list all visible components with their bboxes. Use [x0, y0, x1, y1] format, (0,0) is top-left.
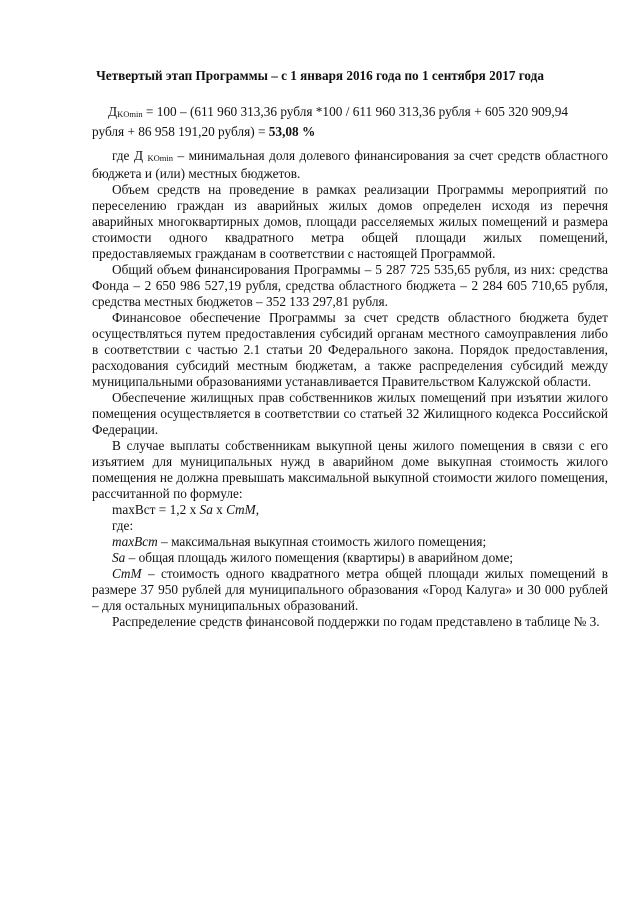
- where-text: – минимальная доля долевого финансирования за счет средств областного бюджета и (или) местных бюджетов.: [92, 148, 608, 181]
- share-formula: [92, 103, 608, 140]
- definition-term: CтM: [112, 566, 142, 581]
- formula-expression-cont: рубля + 86 958 191,20 рубля) =: [92, 124, 269, 139]
- formula-line-1: [108, 103, 608, 123]
- definition-text: – максимальная выкупная стоимость жилого помещения;: [157, 534, 487, 549]
- max-formula-pre: maxВст = 1,2 x: [112, 502, 200, 517]
- definition-text: – стоимость одного квадратного метра общей площади жилых помещений в размере 37 950 рублей для муниципального образования «Город Калуга» и 30 000 рублей – для остальных муниципальных образований.: [92, 566, 608, 613]
- stage-title: Четвертый этап Программы – с 1 января 2016 года по 1 сентября 2017 года: [96, 68, 544, 83]
- max-formula-sa: Sa: [199, 502, 213, 517]
- paragraph-buyout: В случае выплаты собственникам выкупной цены жилого помещения в связи с его изъятием для муниципальных нужд в аварийном доме выкупная стоимость жилого помещения не должна превышать максимальной выкупной стоимости жилого помещения, рассчитанной по формуле:: [92, 438, 608, 501]
- paragraph-total-financing: Общий объем финансирования Программы – 5 287 725 535,65 рубля, из них: средства Фонда – 2 650 986 527,19 рубля, средства областного бюджета – 2 284 605 710,65 рубля, средства местных бюджетов – 352 133 297,81 рубля.: [92, 262, 608, 309]
- gde-label: где:: [112, 518, 134, 533]
- max-formula: [92, 502, 608, 518]
- where-paragraph: [92, 148, 608, 182]
- paragraph-volume: Объем средств на проведение в рамках реализации Программы мероприятий по переселению граждан из аварийных жилых домов определен исходя из перечня аварийных многоквартирных домов, площади расселяемых жилых помещений и размера стоимости одного квадратного метра общей площади жилых помещений, предоставляемых гражданам в соответствии с настоящей Программой.: [92, 182, 608, 261]
- formula-result: 53,08 %: [268, 124, 316, 139]
- where-prefix: где Д: [112, 148, 148, 163]
- paragraph-financial-support: Финансовое обеспечение Программы за счет средств областного бюджета будет осуществляться путем предоставления субсидий органам местного самоуправления либо в соответствии с частью 2.1 статьи 20 Федерального закона. Порядок предоставления, расходования субсидий местным бюджетам, а также распределения субсидий между муниципальными образованиями устанавливается Правительством Калужской области.: [92, 310, 608, 389]
- definition-term: maxВст: [112, 534, 158, 549]
- max-formula-mid: x: [212, 502, 227, 517]
- definition-term: Sa: [112, 550, 126, 565]
- definition-ctm: [92, 566, 608, 614]
- formula-expression: = 100 – (611 960 313,36 рубля *100 / 611 960 313,36 рубля + 605 320 909,94: [142, 104, 569, 119]
- max-formula-post: ,: [255, 502, 260, 517]
- formula-subscript: KOmin: [117, 109, 143, 119]
- where-subscript: KOmin: [147, 153, 174, 163]
- formula-d: Д: [108, 104, 118, 119]
- max-formula-ctm: CтM: [226, 502, 256, 517]
- definition-text: – общая площадь жилого помещения (квартиры) в аварийном доме;: [125, 550, 514, 565]
- paragraph-distribution: Распределение средств финансовой поддержки по годам представлено в таблице № 3.: [112, 614, 600, 629]
- formula-line-2: [92, 123, 608, 140]
- document-body: [92, 148, 608, 630]
- definition-maxvst: [92, 534, 608, 550]
- paragraph-housing-rights: Обеспечение жилищных прав собственников жилых помещений при изъятии жилого помещения осуществляется в соответствии со статьей 32 Жилищного кодекса Российской Федерации.: [92, 390, 608, 437]
- definition-sa: [92, 550, 608, 566]
